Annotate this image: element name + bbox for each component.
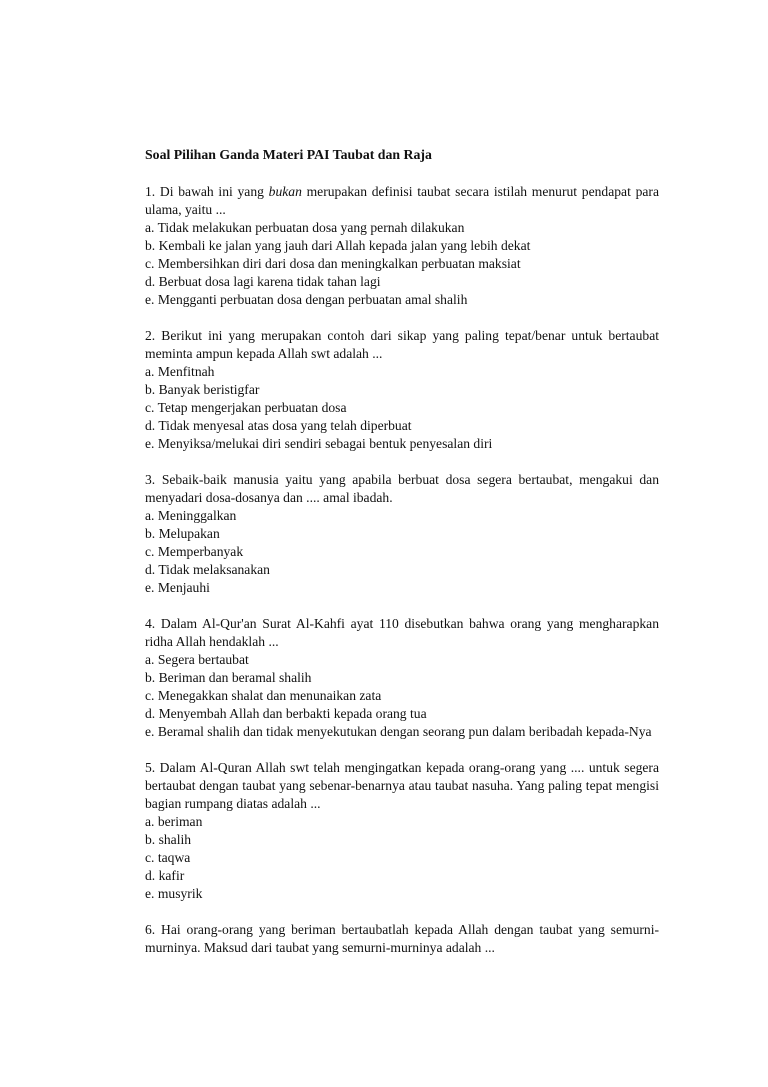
question-6-stem: 6. Hai orang-orang yang beriman bertaubatlah kepada Allah dengan taubat yang semurni-murninya. Maksud dari taubat yang semurni-murninya adalah ... <box>145 922 659 955</box>
question-1-option-d: d. Berbuat dosa lagi karena tidak tahan lagi <box>145 274 381 289</box>
question-3-option-e: e. Menjauhi <box>145 580 210 595</box>
question-5-option-e: e. musyrik <box>145 886 203 901</box>
question-2-option-a: a. Menfitnah <box>145 364 215 379</box>
question-4-option-d: d. Menyembah Allah dan berbakti kepada orang tua <box>145 706 427 721</box>
question-1-stem <box>145 183 659 219</box>
question-3-option-d: d. Tidak melaksanakan <box>145 562 270 577</box>
question-4-option-c: c. Menegakkan shalat dan menunaikan zata <box>145 688 382 703</box>
question-2-stem: 2. Berikut ini yang merupakan contoh dari sikap yang paling tepat/benar untuk bertaubat meminta ampun kepada Allah swt adalah ... <box>145 328 659 361</box>
question-1-option-e: e. Mengganti perbuatan dosa dengan perbuatan amal shalih <box>145 292 468 307</box>
question-5-option-d: d. kafir <box>145 868 185 883</box>
question-1-option-c: c. Membersihkan diri dari dosa dan meningkalkan perbuatan maksiat <box>145 256 521 271</box>
question-2-option-d: d. Tidak menyesal atas dosa yang telah diperbuat <box>145 418 412 433</box>
question-2 <box>145 327 659 453</box>
question-4-stem: 4. Dalam Al-Qur'an Surat Al-Kahfi ayat 110 disebutkan bahwa orang yang mengharapkan ridha Allah hendaklah ... <box>145 616 659 649</box>
question-3 <box>145 471 659 597</box>
question-1-option-a: a. Tidak melakukan perbuatan dosa yang pernah dilakukan <box>145 220 465 235</box>
question-4 <box>145 615 659 741</box>
question-5 <box>145 759 659 903</box>
question-3-option-c: c. Memperbanyak <box>145 544 244 559</box>
question-5-option-a: a. beriman <box>145 814 203 829</box>
document-title: Soal Pilihan Ganda Materi PAI Taubat dan Raja <box>145 147 432 162</box>
question-5-stem: 5. Dalam Al-Quran Allah swt telah mengingatkan kepada orang-orang yang .... untuk segera bertaubat dengan taubat yang sebenar-benarnya atau taubat nasuha. Yang paling tepat mengisi bagian rumpang diatas adalah ... <box>145 760 659 811</box>
question-4-option-e: e. Beramal shalih dan tidak menyekutukan dengan seorang pun dalam beribadah kepada-Nya <box>145 724 652 739</box>
question-2-option-b: b. Banyak beristigfar <box>145 382 260 397</box>
question-4-option-b: b. Beriman dan beramal shalih <box>145 670 312 685</box>
question-3-stem: 3. Sebaik-baik manusia yaitu yang apabila berbuat dosa segera bertaubat, mengakui dan menyadari dosa-dosanya dan .... amal ibadah. <box>145 472 659 505</box>
question-1-stem-before: 1. Di bawah ini yang <box>145 184 269 199</box>
question-4-option-a: a. Segera bertaubat <box>145 652 249 667</box>
document-page <box>145 146 659 975</box>
question-5-option-b: b. shalih <box>145 832 192 847</box>
question-1-stem-emphasis: bukan <box>268 184 302 199</box>
question-1 <box>145 183 659 309</box>
question-6 <box>145 921 659 957</box>
question-1-stem-after: merupakan definisi taubat secara istilah menurut pendapat para ulama, yaitu ... <box>145 184 659 217</box>
question-2-option-c: c. Tetap mengerjakan perbuatan dosa <box>145 400 347 415</box>
question-3-option-a: a. Meninggalkan <box>145 508 237 523</box>
question-2-option-e: e. Menyiksa/melukai diri sendiri sebagai bentuk penyesalan diri <box>145 436 493 451</box>
question-1-option-b: b. Kembali ke jalan yang jauh dari Allah kepada jalan yang lebih dekat <box>145 238 531 253</box>
question-5-option-c: c. taqwa <box>145 850 191 865</box>
question-3-option-b: b. Melupakan <box>145 526 220 541</box>
